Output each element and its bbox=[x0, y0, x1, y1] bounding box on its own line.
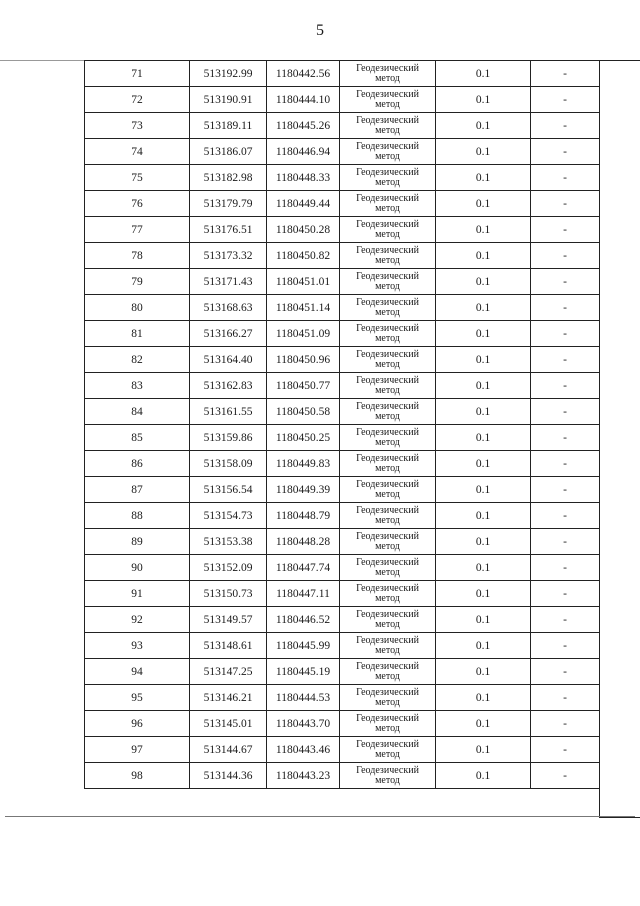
method-line-2: метод bbox=[375, 696, 400, 708]
method-line-1: Геодезический bbox=[356, 634, 419, 646]
y-coordinate-cell: 1180450.28 bbox=[267, 217, 340, 243]
description-cell: - bbox=[531, 269, 600, 295]
method-cell bbox=[340, 269, 436, 295]
method-line-2: метод bbox=[375, 748, 400, 760]
accuracy-cell: 0.1 bbox=[436, 477, 531, 503]
accuracy-cell: 0.1 bbox=[436, 711, 531, 737]
x-coordinate-cell: 513179.79 bbox=[190, 191, 267, 217]
right-column-border bbox=[599, 61, 600, 817]
y-coordinate-cell: 1180451.14 bbox=[267, 295, 340, 321]
accuracy-cell: 0.1 bbox=[436, 295, 531, 321]
accuracy-cell: 0.1 bbox=[436, 451, 531, 477]
point-number-cell: 74 bbox=[85, 139, 190, 165]
method-cell bbox=[340, 399, 436, 425]
point-number-cell: 71 bbox=[85, 61, 190, 87]
point-number-cell: 80 bbox=[85, 295, 190, 321]
description-cell: - bbox=[531, 217, 600, 243]
accuracy-cell: 0.1 bbox=[436, 347, 531, 373]
table-row bbox=[85, 399, 600, 425]
method-line-2: метод bbox=[375, 202, 400, 214]
method-line-2: метод bbox=[375, 774, 400, 786]
x-coordinate-cell: 513189.11 bbox=[190, 113, 267, 139]
table-row bbox=[85, 711, 600, 737]
method-line-1: Геодезический bbox=[356, 348, 419, 360]
accuracy-cell: 0.1 bbox=[436, 269, 531, 295]
table-row bbox=[85, 321, 600, 347]
table-row bbox=[85, 451, 600, 477]
table-row bbox=[85, 217, 600, 243]
table-row bbox=[85, 607, 600, 633]
table-row bbox=[85, 685, 600, 711]
y-coordinate-cell: 1180445.26 bbox=[267, 113, 340, 139]
method-line-1: Геодезический bbox=[356, 244, 419, 256]
method-cell bbox=[340, 685, 436, 711]
x-coordinate-cell: 513146.21 bbox=[190, 685, 267, 711]
table-row bbox=[85, 373, 600, 399]
method-line-1: Геодезический bbox=[356, 114, 419, 126]
table-row bbox=[85, 113, 600, 139]
x-coordinate-cell: 513147.25 bbox=[190, 659, 267, 685]
x-coordinate-cell: 513159.86 bbox=[190, 425, 267, 451]
y-coordinate-cell: 1180446.52 bbox=[267, 607, 340, 633]
table-row bbox=[85, 295, 600, 321]
method-line-1: Геодезический bbox=[356, 296, 419, 308]
point-number-cell: 94 bbox=[85, 659, 190, 685]
method-line-1: Геодезический bbox=[356, 582, 419, 594]
table-row bbox=[85, 191, 600, 217]
method-line-2: метод bbox=[375, 670, 400, 682]
method-line-2: метод bbox=[375, 72, 400, 84]
description-cell: - bbox=[531, 425, 600, 451]
point-number-cell: 89 bbox=[85, 529, 190, 555]
method-line-2: метод bbox=[375, 722, 400, 734]
point-number-cell: 72 bbox=[85, 87, 190, 113]
point-number-cell: 91 bbox=[85, 581, 190, 607]
description-cell: - bbox=[531, 113, 600, 139]
description-cell: - bbox=[531, 685, 600, 711]
method-line-2: метод bbox=[375, 98, 400, 110]
method-line-1: Геодезический bbox=[356, 478, 419, 490]
y-coordinate-cell: 1180451.09 bbox=[267, 321, 340, 347]
method-line-2: метод bbox=[375, 436, 400, 448]
description-cell: - bbox=[531, 243, 600, 269]
y-coordinate-cell: 1180447.11 bbox=[267, 581, 340, 607]
method-line-1: Геодезический bbox=[356, 400, 419, 412]
method-line-2: метод bbox=[375, 124, 400, 136]
method-line-1: Геодезический bbox=[356, 556, 419, 568]
page-bottom-rule bbox=[5, 816, 635, 817]
x-coordinate-cell: 513173.32 bbox=[190, 243, 267, 269]
accuracy-cell: 0.1 bbox=[436, 633, 531, 659]
accuracy-cell: 0.1 bbox=[436, 321, 531, 347]
coordinates-table bbox=[84, 60, 600, 789]
point-number-cell: 78 bbox=[85, 243, 190, 269]
accuracy-cell: 0.1 bbox=[436, 61, 531, 87]
y-coordinate-cell: 1180442.56 bbox=[267, 61, 340, 87]
method-line-2: метод bbox=[375, 358, 400, 370]
description-cell: - bbox=[531, 191, 600, 217]
method-cell bbox=[340, 451, 436, 477]
accuracy-cell: 0.1 bbox=[436, 737, 531, 763]
point-number-cell: 79 bbox=[85, 269, 190, 295]
table-row bbox=[85, 61, 600, 87]
y-coordinate-cell: 1180443.70 bbox=[267, 711, 340, 737]
accuracy-cell: 0.1 bbox=[436, 659, 531, 685]
y-coordinate-cell: 1180449.83 bbox=[267, 451, 340, 477]
accuracy-cell: 0.1 bbox=[436, 555, 531, 581]
point-number-cell: 81 bbox=[85, 321, 190, 347]
method-line-2: метод bbox=[375, 306, 400, 318]
accuracy-cell: 0.1 bbox=[436, 529, 531, 555]
x-coordinate-cell: 513144.36 bbox=[190, 763, 267, 789]
method-line-1: Геодезический bbox=[356, 530, 419, 542]
coordinates-table-body bbox=[85, 61, 600, 789]
description-cell: - bbox=[531, 607, 600, 633]
method-cell bbox=[340, 373, 436, 399]
method-cell bbox=[340, 633, 436, 659]
description-cell: - bbox=[531, 633, 600, 659]
description-cell: - bbox=[531, 87, 600, 113]
accuracy-cell: 0.1 bbox=[436, 503, 531, 529]
method-cell bbox=[340, 711, 436, 737]
table-row bbox=[85, 269, 600, 295]
accuracy-cell: 0.1 bbox=[436, 165, 531, 191]
y-coordinate-cell: 1180450.25 bbox=[267, 425, 340, 451]
description-cell: - bbox=[531, 711, 600, 737]
y-coordinate-cell: 1180444.10 bbox=[267, 87, 340, 113]
method-line-1: Геодезический bbox=[356, 270, 419, 282]
description-cell: - bbox=[531, 451, 600, 477]
x-coordinate-cell: 513156.54 bbox=[190, 477, 267, 503]
description-cell: - bbox=[531, 373, 600, 399]
table-row bbox=[85, 763, 600, 789]
method-cell bbox=[340, 737, 436, 763]
method-cell bbox=[340, 763, 436, 789]
description-cell: - bbox=[531, 295, 600, 321]
method-cell bbox=[340, 165, 436, 191]
x-coordinate-cell: 513166.27 bbox=[190, 321, 267, 347]
method-cell bbox=[340, 139, 436, 165]
y-coordinate-cell: 1180448.33 bbox=[267, 165, 340, 191]
method-cell bbox=[340, 503, 436, 529]
table-row bbox=[85, 529, 600, 555]
method-line-2: метод bbox=[375, 566, 400, 578]
method-line-2: метод bbox=[375, 644, 400, 656]
method-cell bbox=[340, 243, 436, 269]
point-number-cell: 90 bbox=[85, 555, 190, 581]
y-coordinate-cell: 1180450.58 bbox=[267, 399, 340, 425]
accuracy-cell: 0.1 bbox=[436, 373, 531, 399]
method-line-2: метод bbox=[375, 384, 400, 396]
x-coordinate-cell: 513162.83 bbox=[190, 373, 267, 399]
y-coordinate-cell: 1180450.96 bbox=[267, 347, 340, 373]
accuracy-cell: 0.1 bbox=[436, 87, 531, 113]
method-cell bbox=[340, 295, 436, 321]
method-cell bbox=[340, 477, 436, 503]
x-coordinate-cell: 513144.67 bbox=[190, 737, 267, 763]
accuracy-cell: 0.1 bbox=[436, 217, 531, 243]
method-line-1: Геодезический bbox=[356, 62, 419, 74]
point-number-cell: 88 bbox=[85, 503, 190, 529]
y-coordinate-cell: 1180450.82 bbox=[267, 243, 340, 269]
method-line-1: Геодезический bbox=[356, 88, 419, 100]
accuracy-cell: 0.1 bbox=[436, 113, 531, 139]
table-row bbox=[85, 659, 600, 685]
point-number-cell: 77 bbox=[85, 217, 190, 243]
page-number: 5 bbox=[316, 22, 324, 39]
method-line-2: метод bbox=[375, 618, 400, 630]
right-partial-column bbox=[599, 60, 640, 818]
y-coordinate-cell: 1180443.46 bbox=[267, 737, 340, 763]
table-row bbox=[85, 581, 600, 607]
x-coordinate-cell: 513171.43 bbox=[190, 269, 267, 295]
method-line-1: Геодезический bbox=[356, 166, 419, 178]
x-coordinate-cell: 513161.55 bbox=[190, 399, 267, 425]
table-row bbox=[85, 87, 600, 113]
method-line-2: метод bbox=[375, 150, 400, 162]
point-number-cell: 87 bbox=[85, 477, 190, 503]
x-coordinate-cell: 513168.63 bbox=[190, 295, 267, 321]
method-cell bbox=[340, 321, 436, 347]
method-line-2: метод bbox=[375, 410, 400, 422]
method-line-1: Геодезический bbox=[356, 452, 419, 464]
description-cell: - bbox=[531, 737, 600, 763]
description-cell: - bbox=[531, 61, 600, 87]
method-line-1: Геодезический bbox=[356, 504, 419, 516]
method-line-2: метод bbox=[375, 592, 400, 604]
point-number-cell: 84 bbox=[85, 399, 190, 425]
accuracy-cell: 0.1 bbox=[436, 425, 531, 451]
x-coordinate-cell: 513192.99 bbox=[190, 61, 267, 87]
point-number-cell: 73 bbox=[85, 113, 190, 139]
accuracy-cell: 0.1 bbox=[436, 607, 531, 633]
method-line-1: Геодезический bbox=[356, 686, 419, 698]
point-number-cell: 92 bbox=[85, 607, 190, 633]
point-number-cell: 83 bbox=[85, 373, 190, 399]
method-cell bbox=[340, 61, 436, 87]
x-coordinate-cell: 513153.38 bbox=[190, 529, 267, 555]
method-cell bbox=[340, 607, 436, 633]
method-line-2: метод bbox=[375, 332, 400, 344]
description-cell: - bbox=[531, 581, 600, 607]
method-line-2: метод bbox=[375, 228, 400, 240]
description-cell: - bbox=[531, 529, 600, 555]
method-line-1: Геодезический bbox=[356, 660, 419, 672]
method-line-1: Геодезический bbox=[356, 218, 419, 230]
method-cell bbox=[340, 555, 436, 581]
point-number-cell: 85 bbox=[85, 425, 190, 451]
method-line-2: метод bbox=[375, 280, 400, 292]
point-number-cell: 76 bbox=[85, 191, 190, 217]
x-coordinate-cell: 513176.51 bbox=[190, 217, 267, 243]
method-line-1: Геодезический bbox=[356, 322, 419, 334]
x-coordinate-cell: 513182.98 bbox=[190, 165, 267, 191]
method-line-1: Геодезический bbox=[356, 608, 419, 620]
accuracy-cell: 0.1 bbox=[436, 243, 531, 269]
accuracy-cell: 0.1 bbox=[436, 399, 531, 425]
method-line-2: метод bbox=[375, 254, 400, 266]
description-cell: - bbox=[531, 503, 600, 529]
x-coordinate-cell: 513152.09 bbox=[190, 555, 267, 581]
accuracy-cell: 0.1 bbox=[436, 191, 531, 217]
y-coordinate-cell: 1180448.28 bbox=[267, 529, 340, 555]
point-number-cell: 86 bbox=[85, 451, 190, 477]
x-coordinate-cell: 513190.91 bbox=[190, 87, 267, 113]
method-line-1: Геодезический bbox=[356, 738, 419, 750]
y-coordinate-cell: 1180445.19 bbox=[267, 659, 340, 685]
x-coordinate-cell: 513145.01 bbox=[190, 711, 267, 737]
point-number-cell: 95 bbox=[85, 685, 190, 711]
x-coordinate-cell: 513158.09 bbox=[190, 451, 267, 477]
y-coordinate-cell: 1180450.77 bbox=[267, 373, 340, 399]
x-coordinate-cell: 513186.07 bbox=[190, 139, 267, 165]
point-number-cell: 82 bbox=[85, 347, 190, 373]
description-cell: - bbox=[531, 347, 600, 373]
table-row bbox=[85, 139, 600, 165]
y-coordinate-cell: 1180449.44 bbox=[267, 191, 340, 217]
table-row bbox=[85, 243, 600, 269]
method-cell bbox=[340, 113, 436, 139]
description-cell: - bbox=[531, 477, 600, 503]
description-cell: - bbox=[531, 139, 600, 165]
method-line-2: метод bbox=[375, 488, 400, 500]
x-coordinate-cell: 513154.73 bbox=[190, 503, 267, 529]
description-cell: - bbox=[531, 165, 600, 191]
method-cell bbox=[340, 217, 436, 243]
description-cell: - bbox=[531, 659, 600, 685]
accuracy-cell: 0.1 bbox=[436, 581, 531, 607]
method-line-1: Геодезический bbox=[356, 764, 419, 776]
method-line-1: Геодезический bbox=[356, 712, 419, 724]
accuracy-cell: 0.1 bbox=[436, 685, 531, 711]
description-cell: - bbox=[531, 399, 600, 425]
table-row bbox=[85, 503, 600, 529]
method-cell bbox=[340, 347, 436, 373]
method-cell bbox=[340, 191, 436, 217]
method-line-2: метод bbox=[375, 540, 400, 552]
y-coordinate-cell: 1180443.23 bbox=[267, 763, 340, 789]
description-cell: - bbox=[531, 555, 600, 581]
method-line-1: Геодезический bbox=[356, 374, 419, 386]
x-coordinate-cell: 513148.61 bbox=[190, 633, 267, 659]
point-number-cell: 75 bbox=[85, 165, 190, 191]
point-number-cell: 97 bbox=[85, 737, 190, 763]
method-line-1: Геодезический bbox=[356, 140, 419, 152]
y-coordinate-cell: 1180445.99 bbox=[267, 633, 340, 659]
accuracy-cell: 0.1 bbox=[436, 763, 531, 789]
table-row bbox=[85, 477, 600, 503]
point-number-cell: 98 bbox=[85, 763, 190, 789]
y-coordinate-cell: 1180449.39 bbox=[267, 477, 340, 503]
method-cell bbox=[340, 425, 436, 451]
method-cell bbox=[340, 581, 436, 607]
description-cell: - bbox=[531, 321, 600, 347]
method-line-1: Геодезический bbox=[356, 192, 419, 204]
x-coordinate-cell: 513150.73 bbox=[190, 581, 267, 607]
y-coordinate-cell: 1180446.94 bbox=[267, 139, 340, 165]
method-line-2: метод bbox=[375, 514, 400, 526]
y-coordinate-cell: 1180448.79 bbox=[267, 503, 340, 529]
method-cell bbox=[340, 87, 436, 113]
point-number-cell: 93 bbox=[85, 633, 190, 659]
accuracy-cell: 0.1 bbox=[436, 139, 531, 165]
y-coordinate-cell: 1180447.74 bbox=[267, 555, 340, 581]
description-cell: - bbox=[531, 763, 600, 789]
point-number-cell: 96 bbox=[85, 711, 190, 737]
y-coordinate-cell: 1180444.53 bbox=[267, 685, 340, 711]
table-row bbox=[85, 165, 600, 191]
x-coordinate-cell: 513164.40 bbox=[190, 347, 267, 373]
method-cell bbox=[340, 659, 436, 685]
table-row bbox=[85, 633, 600, 659]
table-row bbox=[85, 555, 600, 581]
method-cell bbox=[340, 529, 436, 555]
table-row bbox=[85, 737, 600, 763]
method-line-1: Геодезический bbox=[356, 426, 419, 438]
x-coordinate-cell: 513149.57 bbox=[190, 607, 267, 633]
y-coordinate-cell: 1180451.01 bbox=[267, 269, 340, 295]
method-line-2: метод bbox=[375, 462, 400, 474]
table-row bbox=[85, 347, 600, 373]
method-line-2: метод bbox=[375, 176, 400, 188]
table-row bbox=[85, 425, 600, 451]
